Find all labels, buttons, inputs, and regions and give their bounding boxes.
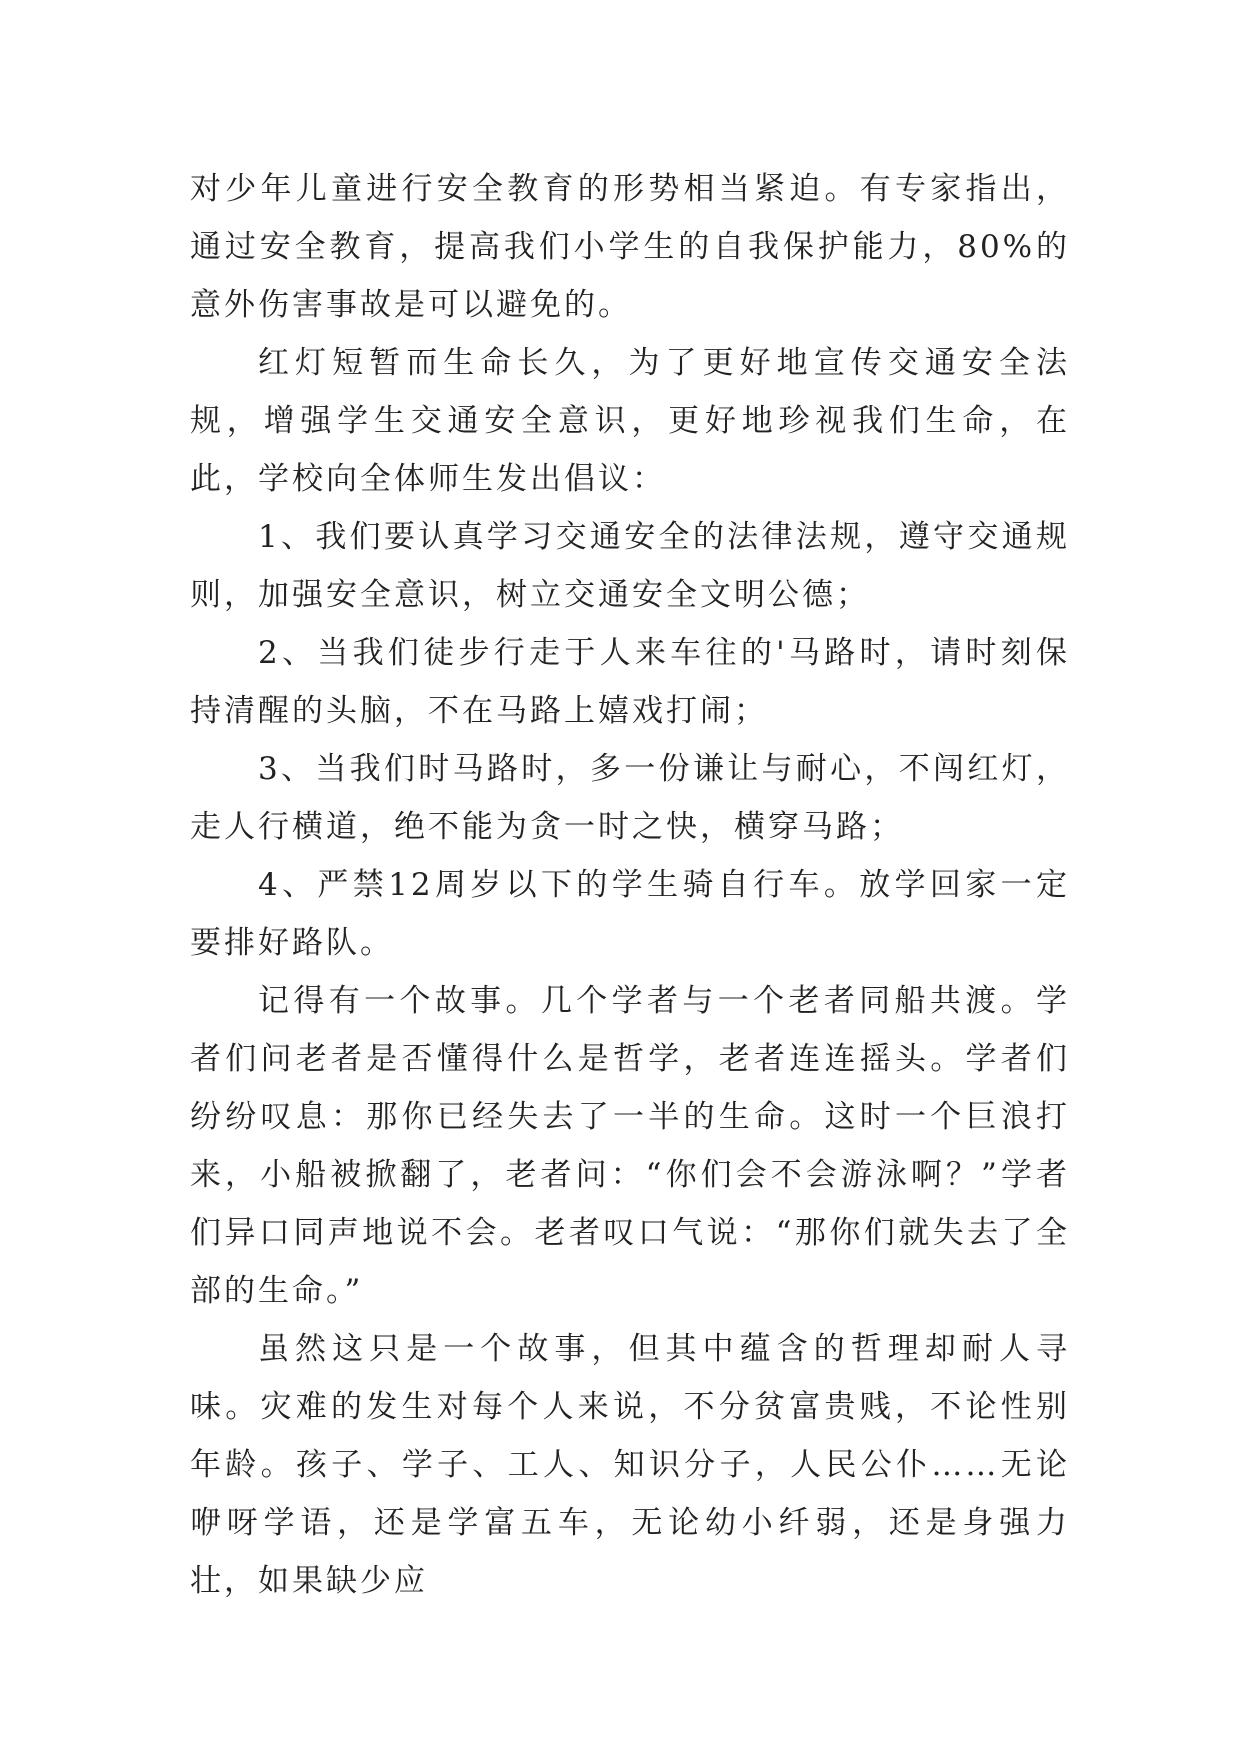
- paragraph-6: 4、严禁12周岁以下的学生骑自行车。放学回家一定要排好路队。: [190, 867, 1070, 961]
- document-body: [190, 160, 1070, 1610]
- paragraph-8: 虽然这只是一个故事，但其中蕴含的哲理却耐人寻味。灾难的发生对每个人来说，不分贫富贵贱，不论性别年龄。孩子、学子、工人、知识分子，人民公仆……无论咿呀学语，还是学富五车，无论幼小纤弱，还是身强力壮，如果缺少应: [190, 1331, 1070, 1599]
- paragraph-4: 2、当我们徒步行走于人来车往的'马路时，请时刻保持清醒的头脑，不在马路上嬉戏打闹；: [190, 635, 1070, 729]
- paragraph-3: 1、我们要认真学习交通安全的法律法规，遵守交通规则，加强安全意识，树立交通安全文明公德；: [190, 519, 1070, 613]
- paragraph-5: 3、当我们时马路时，多一份谦让与耐心，不闯红灯，走人行横道，绝不能为贪一时之快，横穿马路；: [190, 751, 1070, 845]
- paragraph-7: 记得有一个故事。几个学者与一个老者同船共渡。学者们问老者是否懂得什么是哲学，老者连连摇头。学者们纷纷叹息：那你已经失去了一半的生命。这时一个巨浪打来，小船被掀翻了，老者问：“你们会不会游泳啊？”学者们异口同声地说不会。老者叹口气说：“那你们就失去了全部的生命。”: [190, 983, 1070, 1309]
- paragraph-1: 对少年儿童进行安全教育的形势相当紧迫。有专家指出，通过安全教育，提高我们小学生的自我保护能力，80%的意外伤害事故是可以避免的。: [190, 171, 1070, 323]
- paragraph-2: 红灯短暂而生命长久，为了更好地宣传交通安全法规，增强学生交通安全意识，更好地珍视我们生命，在此，学校向全体师生发出倡议：: [190, 345, 1070, 497]
